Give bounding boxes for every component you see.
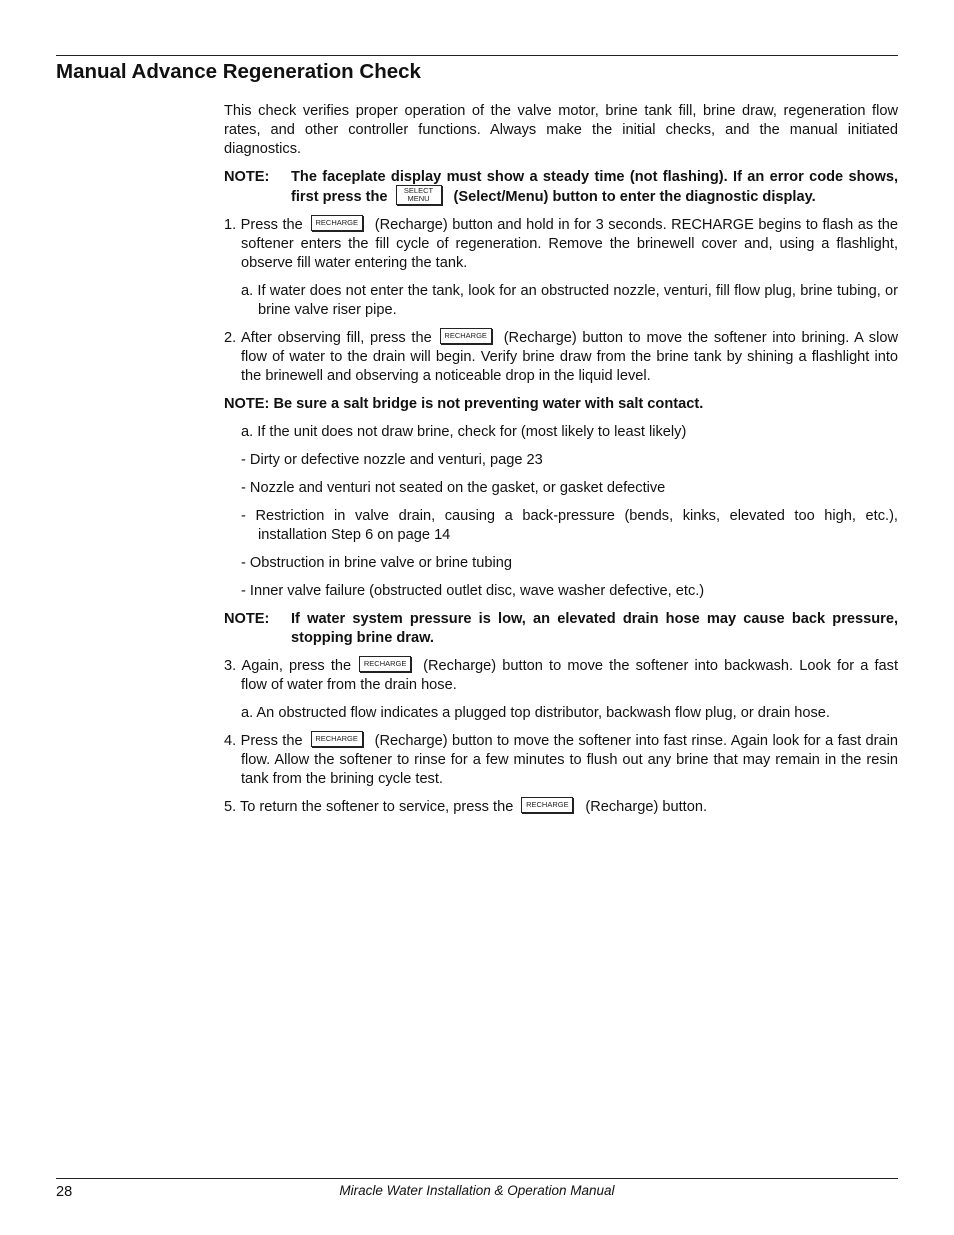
- step-4-text: (Recharge) button to move the softener into fast rinse. Again look for a fast drain flow. Allow the softener to rinse for a few minutes to flush out any brine that may remain in the resin tank from the brining cycle test.: [241, 733, 898, 787]
- step-3: [224, 657, 898, 695]
- step-1-text: (Recharge) button and hold in for 3 seconds. RECHARGE begins to flash as the softener enters the fill cycle of regeneration. Remove the brinewell cover and, using a flashlight, observe fill water entering the tank.: [241, 217, 898, 271]
- page-number: 28: [56, 1184, 73, 1200]
- note-text-after: (Select/Menu) button to enter the diagnostic display.: [453, 188, 816, 205]
- note-text: If water system pressure is low, an elevated drain hose may cause back pressure, stopping brine draw.: [291, 611, 898, 646]
- menu-label: MENU: [407, 194, 430, 203]
- step-5: [224, 798, 898, 817]
- top-divider: [56, 55, 898, 56]
- step-2-cause: - Restriction in valve drain, causing a back-pressure (bends, kinks, elevated too high, etc.), installation Step 6 on page 14: [241, 508, 898, 543]
- step-3-lead: 3. Again, press the: [224, 658, 352, 674]
- step-2: [224, 329, 898, 386]
- note-text-before: The faceplate display must show a steady time (not flashing). If an error code shows, first press the: [291, 169, 898, 205]
- intro-paragraph: This check verifies proper operation of the valve motor, brine tank fill, brine draw, regeneration flow rates, and other controller functions. Always make the initial checks, and the manual initiated diagnostics.: [224, 103, 898, 157]
- step-3a: a. An obstructed flow indicates a plugged top distributor, backwash flow plug, or drain hose.: [241, 705, 830, 721]
- recharge-button-icon: RECHARGE: [311, 731, 363, 747]
- recharge-button-icon: RECHARGE: [311, 215, 363, 231]
- step-2-check: a. If the unit does not draw brine, check for (most likely to least likely): [241, 424, 687, 440]
- note-select-menu: [224, 168, 898, 207]
- step-2-lead: 2. After observing fill, press the: [224, 330, 432, 346]
- select-label: SELECT: [403, 186, 434, 195]
- step-5-text: (Recharge) button.: [585, 799, 708, 815]
- select-menu-button-icon: [396, 185, 442, 205]
- step-1: [224, 216, 898, 273]
- manual-title: Miracle Water Installation & Operation Manual: [339, 1183, 615, 1198]
- note-low-pressure: [224, 610, 898, 648]
- recharge-button-icon: RECHARGE: [521, 797, 573, 813]
- step-2-text: (Recharge) button to move the softener into brining. A slow flow of water to the drain will begin. Verify brine draw from the brine tank by shining a flashlight into the brinewell and observing a noticeable drop in the liquid level.: [241, 330, 898, 384]
- step-1a: a. If water does not enter the tank, look for an obstructed nozzle, venturi, fill flow plug, brine tubing, or brine valve riser pipe.: [241, 283, 898, 318]
- page-title: Manual Advance Regeneration Check: [56, 60, 421, 83]
- step-2-cause: - Inner valve failure (obstructed outlet disc, wave washer defective, etc.): [241, 583, 705, 599]
- note-salt-bridge: NOTE: Be sure a salt bridge is not preventing water with salt contact.: [224, 396, 704, 412]
- note-label: NOTE:: [224, 611, 270, 627]
- step-4-lead: 4. Press the: [224, 733, 303, 749]
- step-4: [224, 732, 898, 789]
- main-content: [224, 102, 898, 826]
- note-label: NOTE:: [224, 169, 270, 185]
- step-1-lead: 1. Press the: [224, 217, 303, 233]
- bottom-divider: [56, 1178, 898, 1179]
- step-2-cause: - Obstruction in brine valve or brine tubing: [241, 555, 512, 571]
- step-2-cause: - Nozzle and venturi not seated on the gasket, or gasket defective: [241, 480, 666, 496]
- step-2-cause: - Dirty or defective nozzle and venturi, page 23: [241, 452, 543, 468]
- recharge-button-icon: RECHARGE: [440, 328, 492, 344]
- recharge-button-icon: RECHARGE: [359, 656, 411, 672]
- step-3-text: (Recharge) button to move the softener into backwash. Look for a fast flow of water from the drain hose.: [241, 658, 898, 693]
- step-5-lead: 5. To return the softener to service, press the: [224, 799, 514, 815]
